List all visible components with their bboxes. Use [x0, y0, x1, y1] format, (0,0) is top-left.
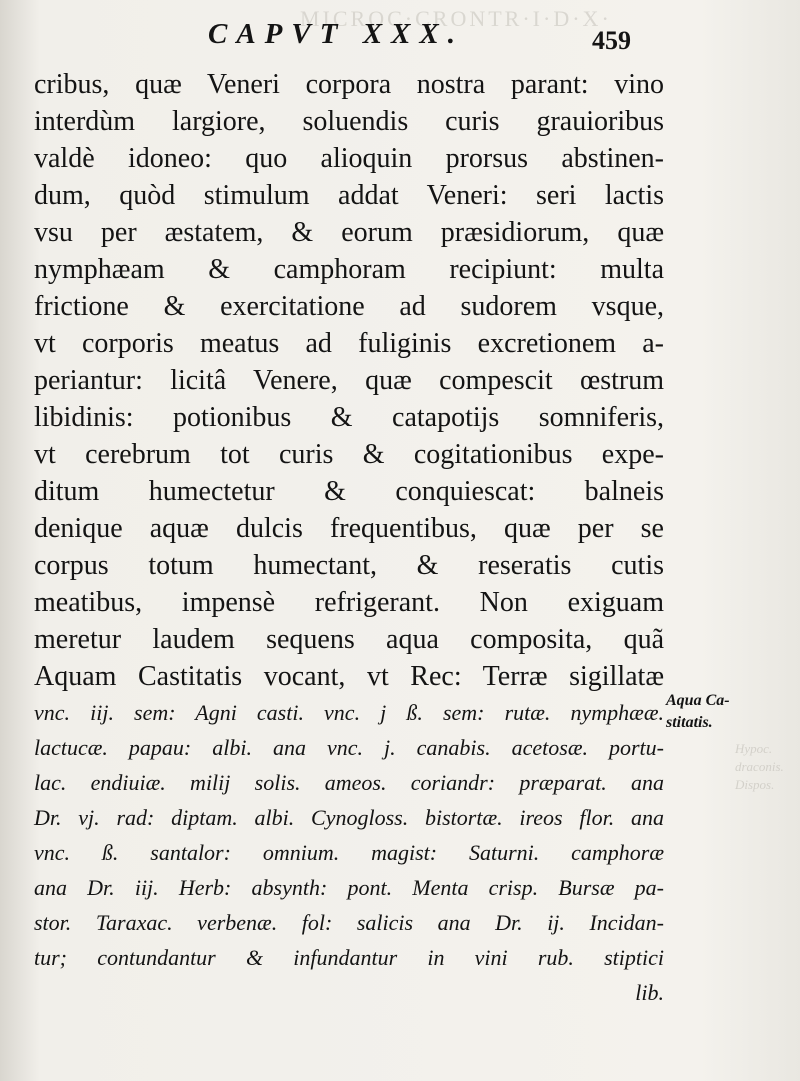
page-number: 459: [592, 26, 631, 55]
margin-note-line: stitatis.: [666, 714, 713, 731]
text-line: frictione & exercitatione ad sudorem vsque,: [34, 291, 664, 322]
text-line: meretur laudem sequens aqua composita, quã: [34, 624, 664, 655]
text-line: corpus totum humectant, & reseratis cutis: [34, 550, 664, 581]
recipe-line: lactucæ. papau: albi. ana vnc. j. canabis. acetosæ. portu-: [34, 735, 664, 760]
text-line: nymphæam & camphoram recipiunt: multa: [34, 254, 664, 285]
text-line: denique aquæ dulcis frequentibus, quæ per se: [34, 513, 664, 544]
running-title: CAPVT XXX.: [208, 18, 464, 50]
text-line: dum, quòd stimulum addat Veneri: seri lactis: [34, 180, 664, 211]
page-header: [0, 18, 800, 58]
text-line: meatibus, impensè refrigerant. Non exiguam: [34, 587, 664, 618]
recipe-line: lib.: [635, 980, 664, 1005]
text-line: interdùm largiore, soluendis curis grauioribus: [34, 106, 664, 137]
text-line: periantur: licitâ Venere, quæ compescit œstrum: [34, 365, 664, 396]
text-line: Aquam Castitatis vocant, vt Rec: Terræ sigillatæ: [34, 661, 664, 692]
margin-note: [666, 690, 776, 734]
text-line: ditum humectetur & conquiescat: balneis: [34, 476, 664, 507]
recipe-line: lac. endiuiæ. milij solis. ameos. coriandr: præparat. ana: [34, 770, 664, 795]
main-text: [34, 66, 664, 1010]
recipe-line: stor. Taraxac. verbenæ. fol: salicis ana Dr. ij. Incidan-: [34, 910, 664, 935]
text-line: vt corporis meatus ad fuliginis excretionem a-: [34, 328, 664, 359]
margin-note-line: Aqua Ca-: [666, 692, 730, 709]
text-line: vsu per æstatem, & eorum præsidiorum, quæ: [34, 217, 664, 248]
recipe-line: vnc. ß. santalor: omnium. magist: Saturni. camphoræ: [34, 840, 664, 865]
text-line: valdè idoneo: quo alioquin prorsus abstinen-: [34, 143, 664, 174]
text-line: vt cerebrum tot curis & cogitationibus expe-: [34, 439, 664, 470]
text-line: libidinis: potionibus & catapotijs somniferis,: [34, 402, 664, 433]
show-through-margin: Hypoc. draconis. Dispos.: [735, 741, 784, 792]
recipe-line: ana Dr. iij. Herb: absynth: pont. Menta crisp. Bursæ pa-: [34, 875, 664, 900]
text-line: cribus, quæ Veneri corpora nostra parant: vino: [34, 69, 664, 100]
recipe-line: vnc. iij. sem: Agni casti. vnc. j ß. sem: rutæ. nymphææ.: [34, 700, 664, 725]
recipe-line: Dr. vj. rad: diptam. albi. Cynogloss. bistortæ. ireos flor. ana: [34, 805, 664, 830]
recipe-line: tur; contundantur & infundantur in vini rub. stiptici: [34, 945, 664, 970]
show-through-text: MICROC·CRONTR·I·D·X·: [300, 6, 612, 31]
